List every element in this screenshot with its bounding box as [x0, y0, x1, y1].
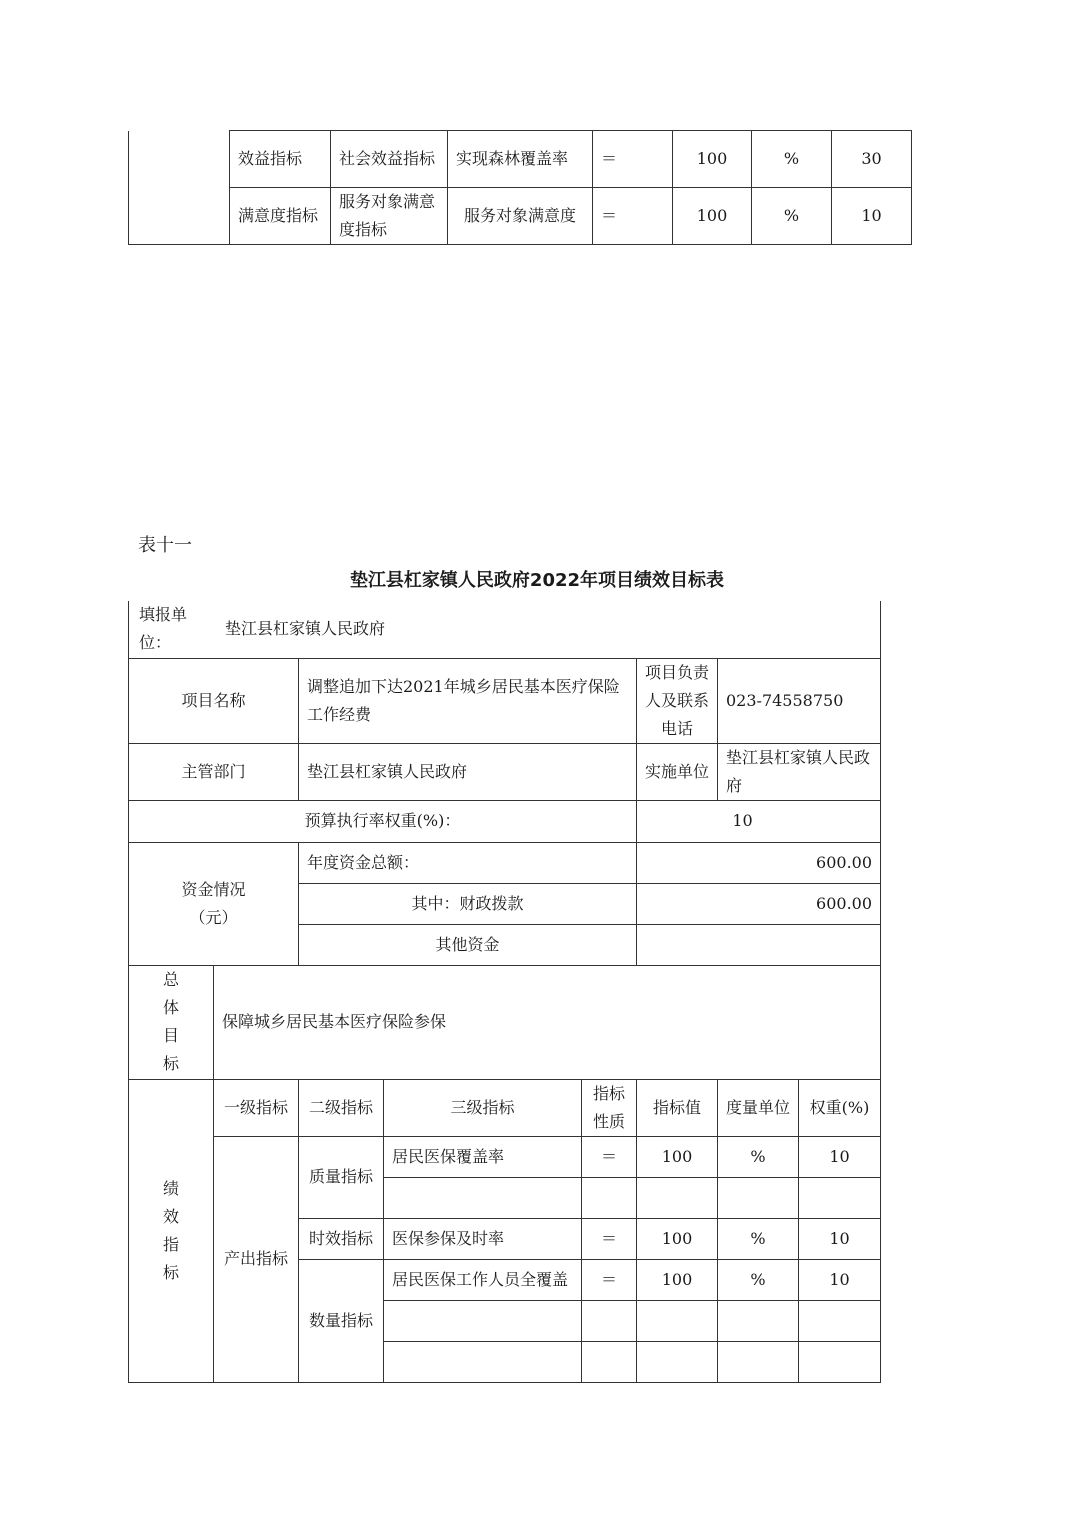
reporting-unit-label: 填报单位：	[139, 605, 188, 653]
indicator-weight	[799, 1300, 881, 1341]
level1-output: 产出指标	[214, 1136, 299, 1382]
indicator-op: ＝	[582, 1218, 637, 1259]
indicator-op: ＝	[582, 1259, 637, 1300]
unit-cell: %	[752, 131, 832, 188]
indicator-unit: %	[718, 1218, 799, 1259]
indicator-name: 居民医保覆盖率	[384, 1136, 582, 1177]
indicator-value	[637, 1341, 718, 1382]
operator-cell: ＝	[593, 188, 673, 245]
indicator-unit	[718, 1177, 799, 1218]
value-cell: 100	[673, 131, 752, 188]
overall-goal-value: 保障城乡居民基本医疗保险参保	[214, 965, 881, 1079]
budget-weight-value: 10	[637, 800, 881, 842]
contact-value: 023-74558750	[718, 658, 881, 743]
level2-timeliness: 时效指标	[299, 1218, 384, 1259]
indicator-weight: 10	[799, 1218, 881, 1259]
header-level1: 一级指标	[214, 1079, 299, 1136]
project-name-value: 调整追加下达2021年城乡居民基本医疗保险工作经费	[299, 658, 637, 743]
annual-total-value: 600.00	[637, 842, 881, 883]
indicator-weight: 10	[799, 1136, 881, 1177]
level1-cell: 满意度指标	[230, 188, 331, 245]
previous-table-continuation	[128, 130, 912, 245]
indicator-weight	[799, 1177, 881, 1218]
level2-quality: 质量指标	[299, 1136, 384, 1218]
weight-cell: 10	[832, 188, 912, 245]
indicator-op	[582, 1341, 637, 1382]
dept-label: 主管部门	[129, 743, 299, 800]
value-cell: 100	[673, 188, 752, 245]
level2-cell: 社会效益指标	[331, 131, 448, 188]
indicator-name	[384, 1177, 582, 1218]
fiscal-value: 600.00	[637, 883, 881, 924]
perf-indicator-label: 绩 效 指 标	[129, 1079, 214, 1382]
level3-cell: 服务对象满意度	[448, 188, 593, 245]
indicator-op	[582, 1177, 637, 1218]
header-value: 指标值	[637, 1079, 718, 1136]
level3-cell: 实现森林覆盖率	[448, 131, 593, 188]
level2-quantity: 数量指标	[299, 1259, 384, 1382]
indicator-name: 居民医保工作人员全覆盖	[384, 1259, 582, 1300]
impl-unit-value: 垫江县杠家镇人民政府	[718, 743, 881, 800]
indicator-unit: %	[718, 1259, 799, 1300]
level1-cell: 效益指标	[230, 131, 331, 188]
empty-cell	[129, 131, 230, 245]
operator-cell: ＝	[593, 131, 673, 188]
project-name-label: 项目名称	[129, 658, 299, 743]
header-unit: 度量单位	[718, 1079, 799, 1136]
indicator-unit	[718, 1341, 799, 1382]
indicator-weight	[799, 1341, 881, 1382]
header-level3: 三级指标	[384, 1079, 582, 1136]
fiscal-label: 其中：财政拨款	[299, 883, 637, 924]
indicator-value	[637, 1177, 718, 1218]
indicator-name	[384, 1341, 582, 1382]
header-nature: 指标性质	[582, 1079, 637, 1136]
indicator-value: 100	[637, 1136, 718, 1177]
indicator-op: ＝	[582, 1136, 637, 1177]
annual-total-label: 年度资金总额：	[299, 842, 637, 883]
indicator-name	[384, 1300, 582, 1341]
indicator-unit: %	[718, 1136, 799, 1177]
level2-cell: 服务对象满意度指标	[331, 188, 448, 245]
indicator-op	[582, 1300, 637, 1341]
indicator-name: 医保参保及时率	[384, 1218, 582, 1259]
contact-label: 项目负责人及联系电话	[637, 658, 718, 743]
unit-cell: %	[752, 188, 832, 245]
other-funds-value	[637, 924, 881, 965]
weight-cell: 30	[832, 131, 912, 188]
reporting-unit-value: 垫江县杠家镇人民政府	[225, 619, 386, 639]
dept-value: 垫江县杠家镇人民政府	[299, 743, 637, 800]
indicator-value: 100	[637, 1218, 718, 1259]
header-level2: 二级指标	[299, 1079, 384, 1136]
overall-goal-label: 总 体 目 标	[129, 965, 214, 1079]
indicator-value: 100	[637, 1259, 718, 1300]
funds-label: 资金情况（元）	[129, 842, 299, 965]
table-number: 表十一	[138, 535, 192, 556]
indicator-weight: 10	[799, 1259, 881, 1300]
indicator-value	[637, 1300, 718, 1341]
budget-weight-label: 预算执行率权重(%)：	[129, 800, 637, 842]
reporting-unit-row	[129, 601, 881, 658]
indicator-unit	[718, 1300, 799, 1341]
impl-unit-label: 实施单位	[637, 743, 718, 800]
other-funds-label: 其他资金	[299, 924, 637, 965]
page-title: 垫江县杠家镇人民政府2022年项目绩效目标表	[349, 570, 725, 591]
header-weight: 权重(%)	[799, 1079, 881, 1136]
performance-target-table	[128, 601, 881, 1383]
